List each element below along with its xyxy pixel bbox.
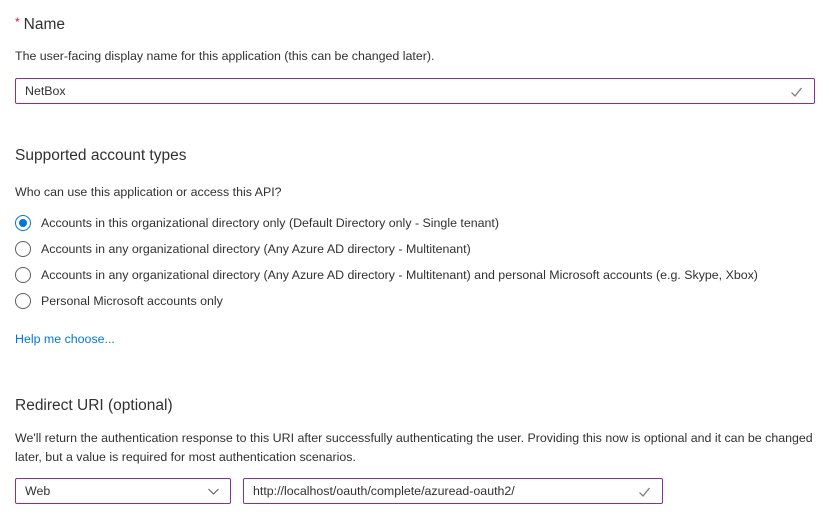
- radio-option-label: Accounts in this organizational directory only (Default Directory only - Single tenant): [41, 216, 499, 230]
- name-input-value: NetBox: [25, 84, 66, 98]
- check-icon: [636, 483, 653, 500]
- chevron-down-icon: [206, 484, 221, 499]
- redirect-uri-value: http://localhost/oauth/complete/azuread-oauth2/: [253, 484, 515, 498]
- radio-option-label: Accounts in any organizational directory (Any Azure AD directory - Multitenant) and personal Microsoft accounts (e.g. Skype, Xbox): [41, 268, 758, 282]
- radio-option-single-tenant[interactable]: [15, 210, 815, 236]
- redirect-uri-row: [15, 478, 815, 504]
- platform-select[interactable]: [15, 478, 231, 504]
- radio-option-label: Accounts in any organizational directory (Any Azure AD directory - Multitenant): [41, 242, 471, 256]
- redirect-uri-heading: Redirect URI (optional): [15, 397, 173, 414]
- redirect-uri-input[interactable]: [243, 478, 663, 504]
- account-types-radio-group: [15, 210, 815, 314]
- redirect-uri-description: We'll return the authentication response to this URI after successfully authenticating the user. Providing this now is optional and it can be changed later, but a value is required for most authentication scenarios.: [15, 431, 813, 464]
- help-me-choose-link[interactable]: Help me choose...: [15, 332, 115, 346]
- radio-button-icon: [15, 215, 31, 231]
- radio-button-icon: [15, 293, 31, 309]
- radio-option-multitenant[interactable]: [15, 236, 815, 262]
- account-types-heading: Supported account types: [15, 147, 187, 164]
- name-label: Name: [23, 16, 66, 33]
- name-description: The user-facing display name for this application (this can be changed later).: [15, 49, 435, 63]
- name-input[interactable]: [15, 78, 815, 104]
- name-section-heading: [15, 13, 815, 34]
- check-icon: [788, 83, 805, 100]
- radio-option-personal-only[interactable]: [15, 288, 815, 314]
- account-types-question: Who can use this application or access this API?: [15, 185, 282, 199]
- radio-button-icon: [15, 241, 31, 257]
- radio-button-icon: [15, 267, 31, 283]
- platform-select-value: Web: [25, 484, 51, 498]
- radio-option-label: Personal Microsoft accounts only: [41, 294, 223, 308]
- required-asterisk: *: [15, 15, 20, 29]
- radio-option-multitenant-personal[interactable]: [15, 262, 815, 288]
